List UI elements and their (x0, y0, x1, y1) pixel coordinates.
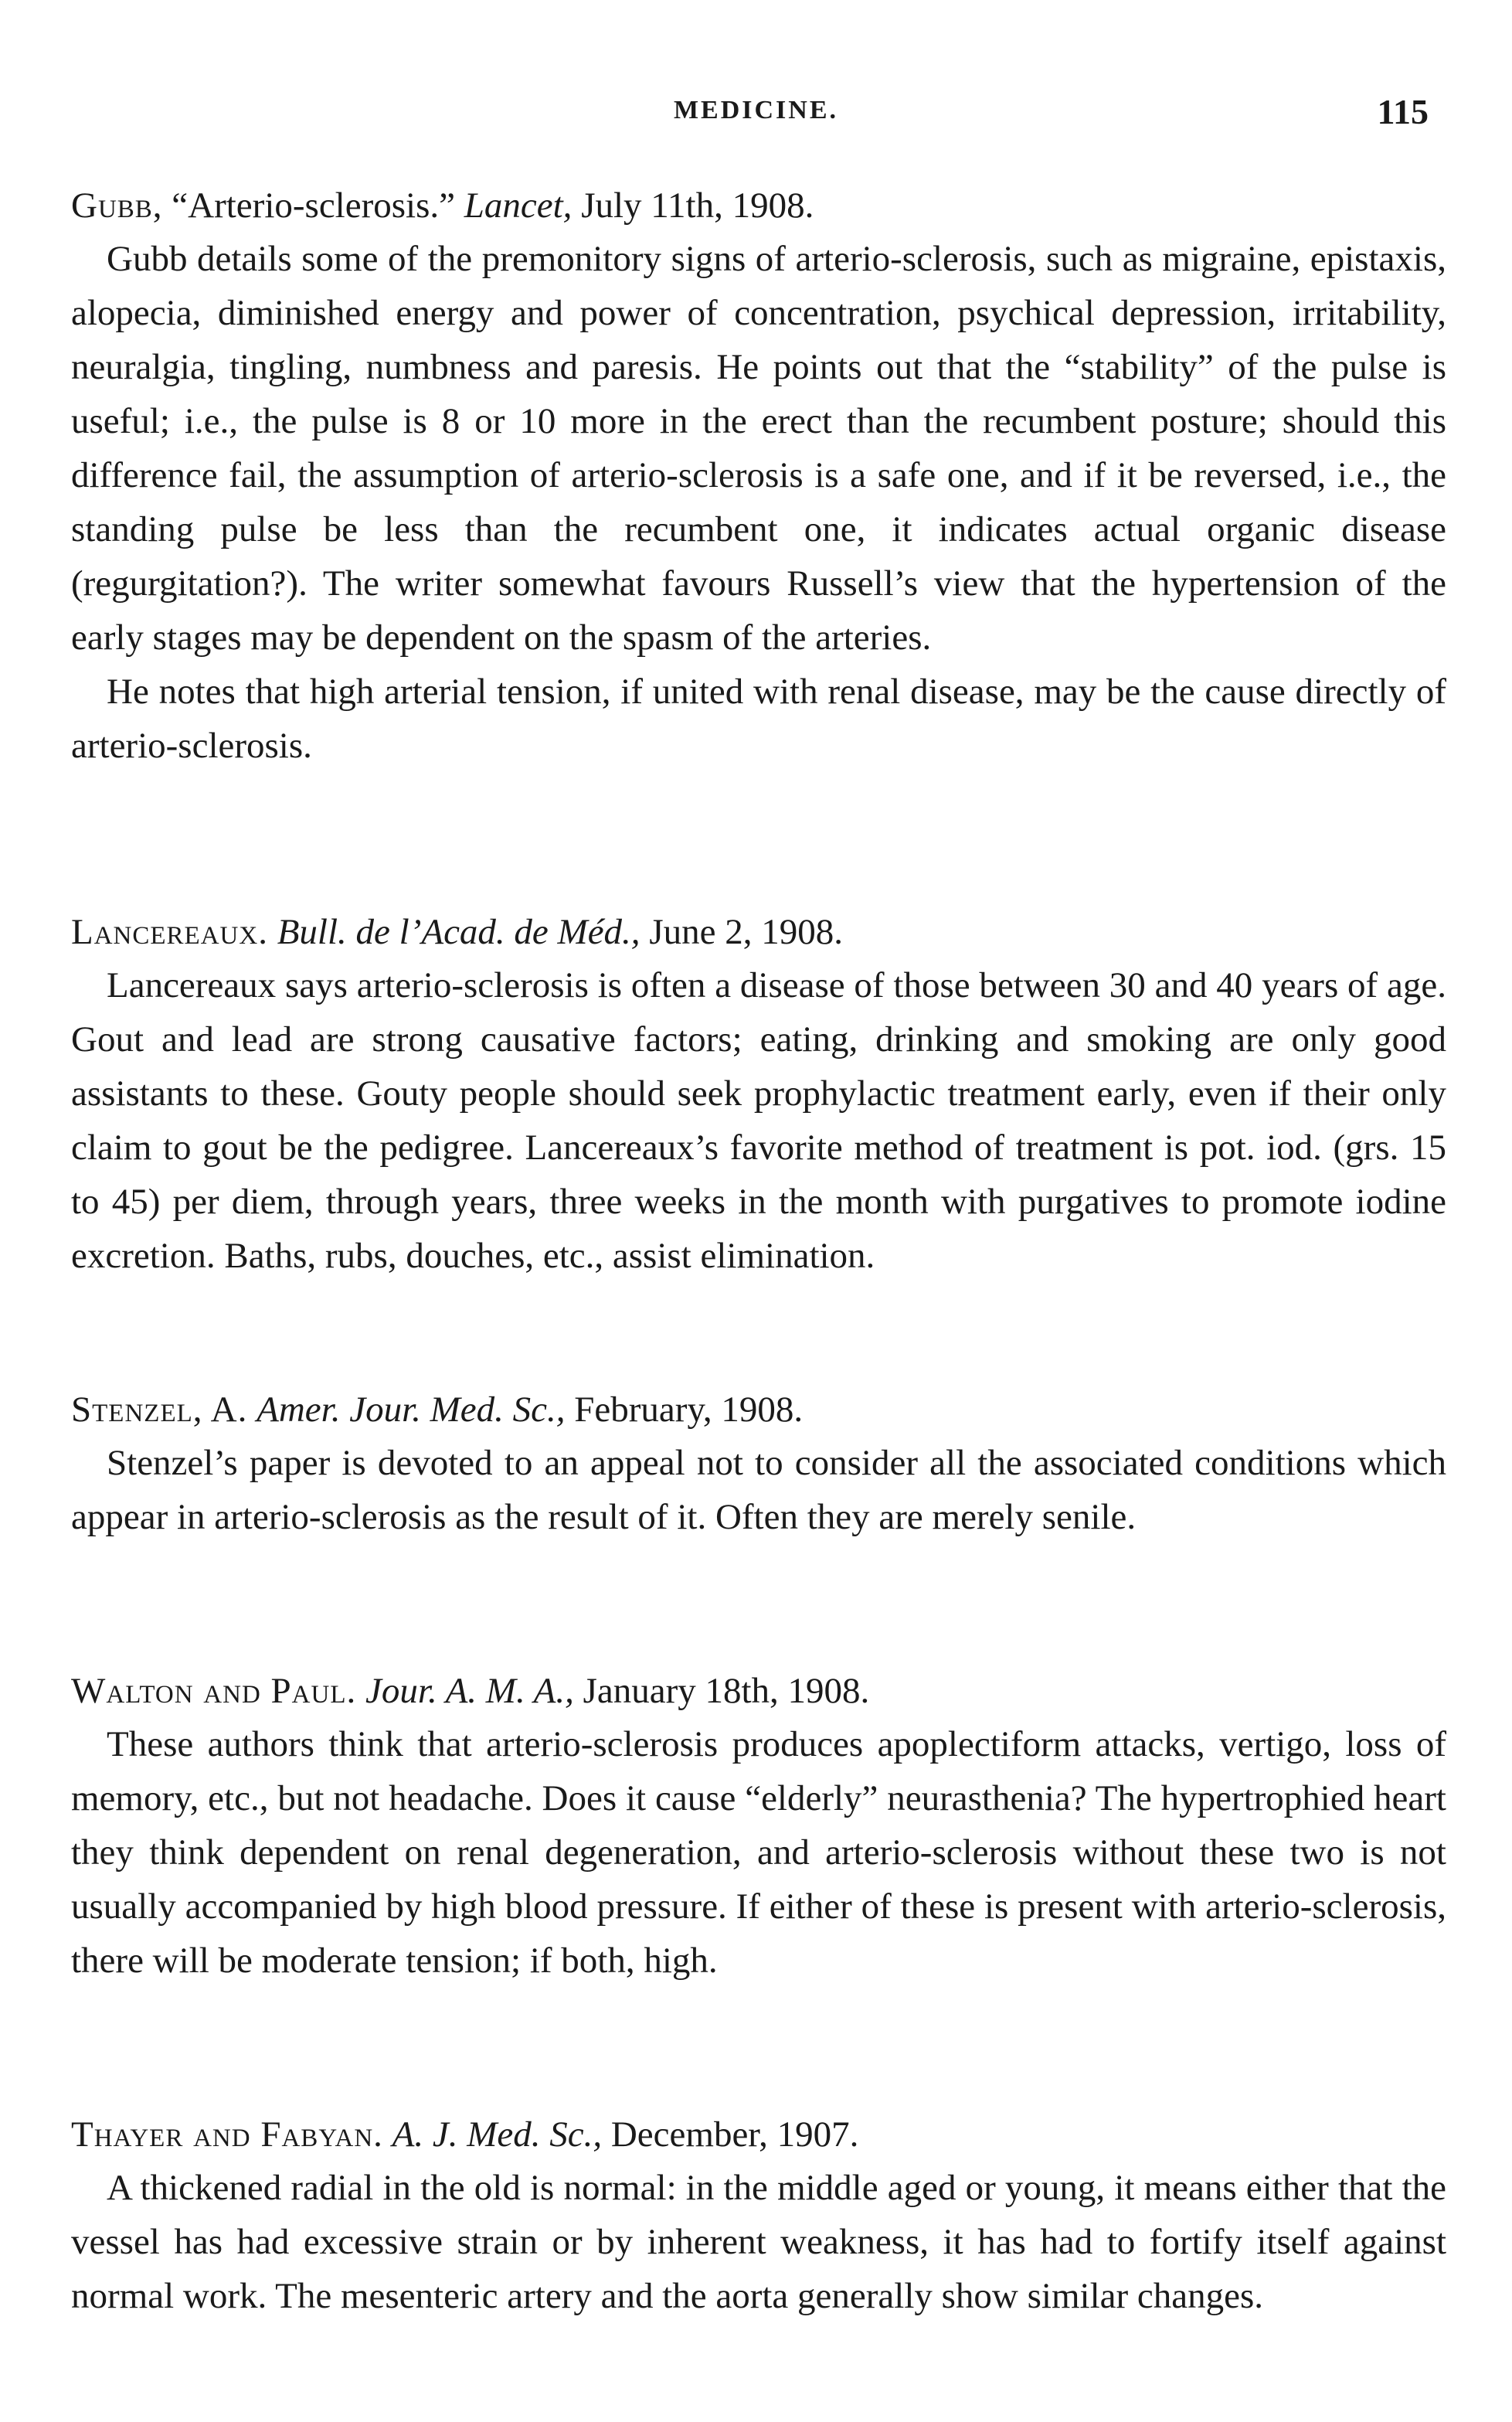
running-title: MEDICINE. (673, 96, 839, 124)
entry-journal: Lancet, (464, 185, 573, 226)
entry-author: Lancereaux. (71, 912, 268, 952)
entry-body (71, 232, 1446, 773)
page-number: 115 (1377, 92, 1429, 131)
entry-journal: A. J. Med. Sc., (392, 2114, 603, 2155)
entry-citation (71, 2108, 1446, 2161)
entry-author: Walton and Paul. (71, 1671, 357, 1711)
entry-body (71, 1717, 1446, 1988)
entry-paragraph: A thickened radial in the old is normal: in the middle aged or young, it means either that the vessel has had excessive strain or by inherent weakness, it has had to fortify itself against normal work. The mesenteric artery and the aorta generally show similar changes. (71, 2168, 1446, 2316)
entry-citation (71, 906, 1446, 958)
entry-citation (71, 1665, 1446, 1717)
entry-date: January 18th, 1908. (583, 1671, 870, 1711)
entry-thayer-fabyan (71, 2108, 1446, 2323)
entry-journal: Amer. Jour. Med. Sc., (257, 1390, 566, 1430)
entry-date: June 2, 1908. (649, 912, 843, 952)
entry-gubb (71, 179, 1446, 773)
entry-date: February, 1908. (574, 1390, 804, 1430)
entry-paragraph: Gubb details some of the premonitory signs of arterio-sclerosis, such as migraine, epistaxis, alopecia, diminished energy and power of concentration, psychical depression, irritability, neuralgia, tingling, numbness and paresis. He points out that the “stability” of the pulse is useful; i.e., the pulse is 8 or 10 more in the erect than the recumbent posture; should this difference fail, the assumption of arterio-sclerosis is a safe one, and if it be reversed, i.e., the standing pulse be less than the recumbent one, it indicates actual organic disease (regurgitation?). The writer somewhat favours Russell’s view that the hypertension of the early stages may be dependent on the spasm of the arteries. (71, 239, 1446, 658)
entry-date: December, 1907. (610, 2114, 859, 2155)
entry-author: Thayer and Fabyan. (71, 2114, 383, 2155)
entry-journal: Jour. A. M. A., (365, 1671, 574, 1711)
entry-author: Stenzel, A. (71, 1390, 248, 1430)
entry-paragraph: Stenzel’s paper is devoted to an appeal not to consider all the associated conditions which appear in arterio-sclerosis as the result of it. Often they are merely senile. (71, 1443, 1446, 1537)
entry-author: Gubb, (71, 185, 163, 226)
entry-date: July 11th, 1908. (581, 185, 814, 226)
entry-citation (71, 1383, 1446, 1436)
entry-journal: Bull. de l’Acad. de Méd., (277, 912, 640, 952)
running-head (0, 91, 1512, 145)
entry-paragraph: He notes that high arterial tension, if united with renal disease, may be the cause directly of arterio-sclerosis. (71, 672, 1446, 766)
entry-stenzel (71, 1383, 1446, 1544)
entry-article-title: “Arterio-sclerosis.” (172, 185, 456, 226)
entry-paragraph: Lancereaux says arterio-sclerosis is often a disease of those between 30 and 40 years of age. Gout and lead are strong causative factors; eating, drinking and smoking are only good assistants to these. Gouty people should seek prophylactic treatment early, even if their only claim to gout be the pedigree. Lancereaux’s favorite method of treatment is pot. iod. (grs. 15 to 45) per diem, through years, three weeks in the month with purgatives to promote iodine excretion. Baths, rubs, douches, etc., assist elimination. (71, 965, 1446, 1276)
entry-paragraph: These authors think that arterio-sclerosis produces apoplectiform attacks, vertigo, loss of memory, etc., but not headache. Does it cause “elderly” neurasthenia? The hypertrophied heart they think dependent on renal degeneration, and arterio-sclerosis without these two is not usually accompanied by high blood pressure. If either of these is present with arterio-sclerosis, there will be moderate tension; if both, high. (71, 1724, 1446, 1981)
entry-body (71, 1436, 1446, 1544)
entry-body (71, 958, 1446, 1283)
entry-citation (71, 179, 1446, 232)
entry-lancereaux (71, 906, 1446, 1283)
entry-body (71, 2161, 1446, 2323)
entry-walton-paul (71, 1665, 1446, 1988)
